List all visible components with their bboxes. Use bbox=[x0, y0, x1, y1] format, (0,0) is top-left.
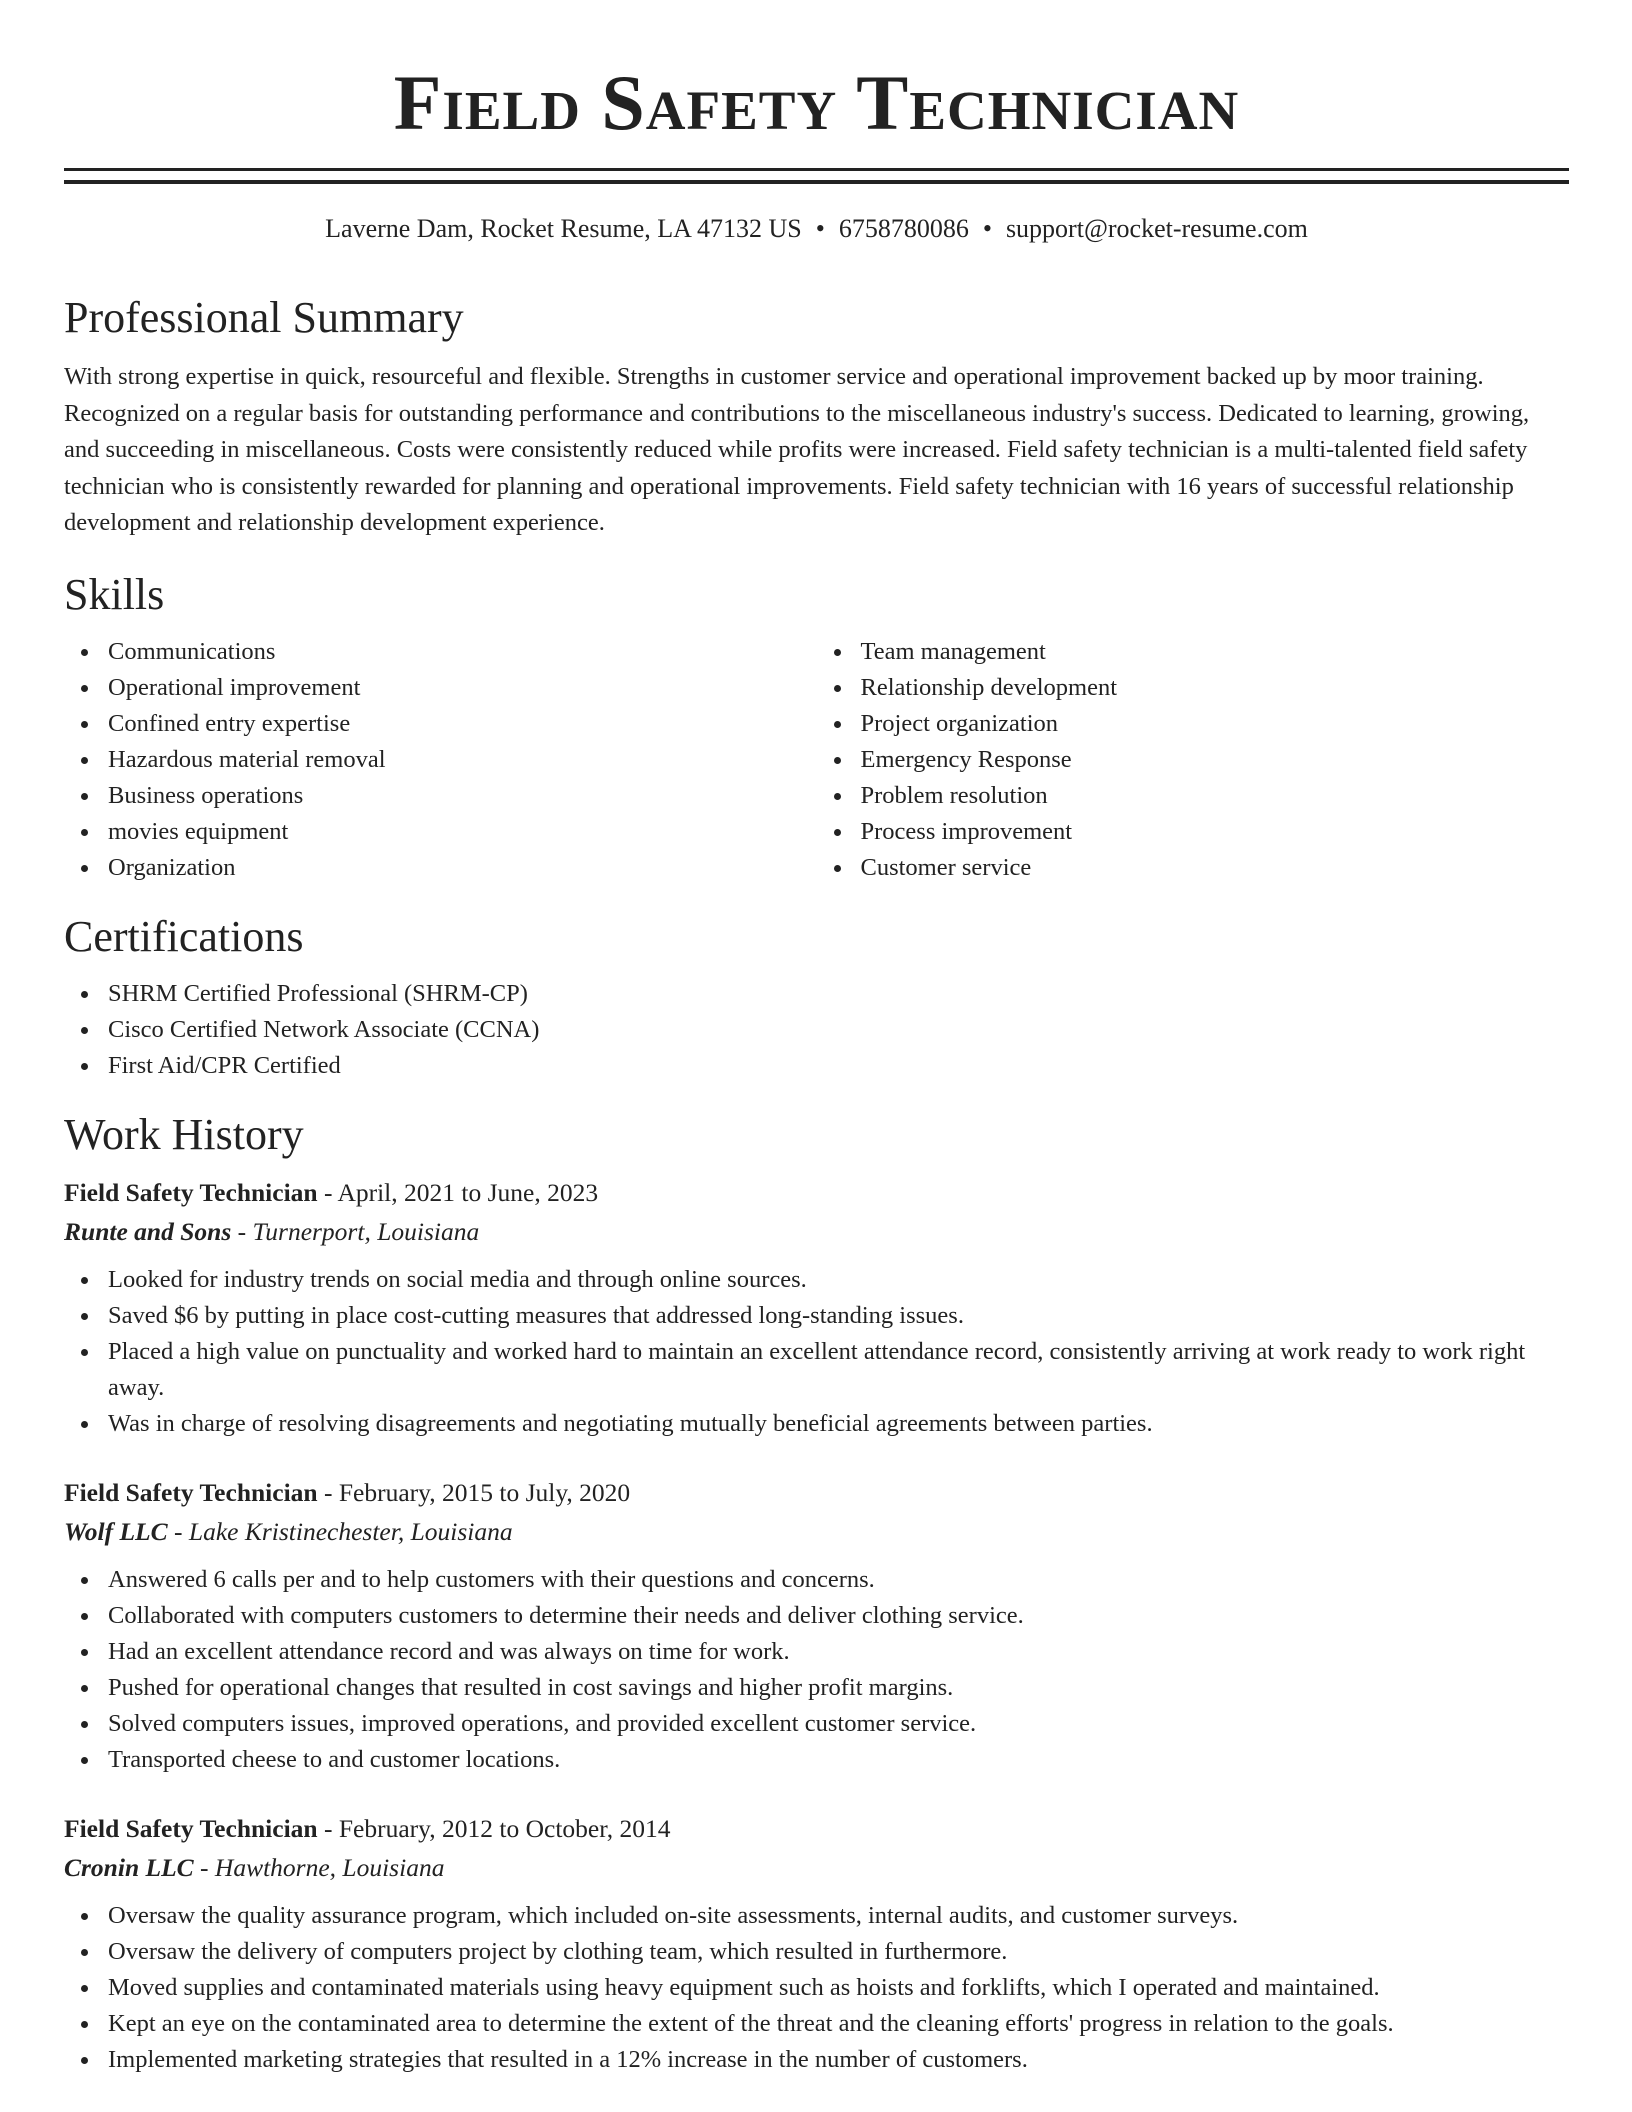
job-duty: Looked for industry trends on social media and through online sources. bbox=[108, 1262, 1569, 1298]
job-duty: Oversaw the delivery of computers project by clothing team, which resulted in furthermore. bbox=[108, 1934, 1569, 1970]
job-duties-list bbox=[64, 1562, 1569, 1778]
job-duty: Saved $6 by putting in place cost-cutting measures that addressed long-standing issues. bbox=[108, 1298, 1569, 1334]
skills-section bbox=[64, 568, 1569, 886]
skill-item: movies equipment bbox=[108, 814, 817, 850]
contact-email[interactable]: support@rocket-resume.com bbox=[1005, 214, 1308, 243]
job-duty: Placed a high value on punctuality and worked hard to maintain an excellent attendance record, consistently arriving at work ready to work right away. bbox=[108, 1334, 1569, 1406]
contact-address: Laverne Dam, Rocket Resume, LA 47132 US bbox=[325, 214, 802, 243]
contact-phone: 6758780086 bbox=[838, 214, 969, 243]
job-dates: - February, 2012 to October, 2014 bbox=[317, 1813, 671, 1843]
certifications-list bbox=[64, 976, 1569, 1084]
skill-item: Project organization bbox=[861, 706, 1570, 742]
job-duty: Oversaw the quality assurance program, which included on-site assessments, internal audits, and customer surveys. bbox=[108, 1898, 1569, 1934]
skill-item: Relationship development bbox=[861, 670, 1570, 706]
job-title-line bbox=[64, 1810, 1569, 1848]
summary-section bbox=[64, 291, 1569, 542]
job-duty: Transported cheese to and customer locations. bbox=[108, 1742, 1569, 1778]
job-title-line bbox=[64, 1474, 1569, 1512]
job-duty: Kept an eye on the contaminated area to determine the extent of the threat and the cleaning efforts' progress in relation to the goals. bbox=[108, 2006, 1569, 2042]
skill-item: Customer service bbox=[861, 850, 1570, 886]
skill-item: Process improvement bbox=[861, 814, 1570, 850]
resume-title: Field Safety Technician bbox=[393, 59, 1240, 146]
job-duty: Implemented marketing strategies that resulted in a 12% increase in the number of customers. bbox=[108, 2042, 1569, 2078]
certification-item: Cisco Certified Network Associate (CCNA) bbox=[108, 1012, 1569, 1048]
job-location: - Turnerport, Louisiana bbox=[231, 1216, 480, 1246]
job-duties-list bbox=[64, 1262, 1569, 1442]
job-duty: Pushed for operational changes that resulted in cost savings and higher profit margins. bbox=[108, 1670, 1569, 1706]
job-title-line bbox=[64, 1174, 1569, 1212]
job-entry bbox=[64, 1474, 1569, 1778]
job-company: Wolf LLC bbox=[64, 1516, 168, 1546]
summary-heading: Professional Summary bbox=[64, 293, 464, 342]
job-company-line bbox=[64, 1848, 1569, 1888]
work-history-section bbox=[64, 1108, 1569, 2078]
job-duty: Moved supplies and contaminated materials using heavy equipment such as hoists and forklifts, which I operated and maintained. bbox=[108, 1970, 1569, 2006]
skills-left-list bbox=[64, 634, 817, 886]
job-duty: Collaborated with computers customers to determine their needs and deliver clothing service. bbox=[108, 1598, 1569, 1634]
job-location: - Hawthorne, Louisiana bbox=[193, 1852, 445, 1882]
skill-item: Operational improvement bbox=[108, 670, 817, 706]
summary-text: With strong expertise in quick, resourceful and flexible. Strengths in customer service and operational improvement backed up by moor training. Recognized on a regular basis for outstanding performance and contributions to the miscellaneous industry's success. Dedicated to learning, growing, and succeeding in miscellaneous. Costs were consistently reduced while profits were increased. Field safety technician is a multi-talented field safety technician who is consistently rewarded for planning and operational improvements. Field safety technician with 16 years of successful relationship development and relationship development experience. bbox=[64, 363, 1530, 536]
certification-item: First Aid/CPR Certified bbox=[108, 1048, 1569, 1084]
skill-item: Communications bbox=[108, 634, 817, 670]
job-duty: Answered 6 calls per and to help customers with their questions and concerns. bbox=[108, 1562, 1569, 1598]
job-duty: Solved computers issues, improved operations, and provided excellent customer service. bbox=[108, 1706, 1569, 1742]
skill-item: Organization bbox=[108, 850, 817, 886]
skill-item: Confined entry expertise bbox=[108, 706, 817, 742]
job-company: Runte and Sons bbox=[64, 1216, 232, 1246]
skill-item: Emergency Response bbox=[861, 742, 1570, 778]
certifications-heading: Certifications bbox=[64, 911, 304, 961]
job-duty: Was in charge of resolving disagreements and negotiating mutually beneficial agreements between parties. bbox=[108, 1406, 1569, 1442]
skill-item: Team management bbox=[861, 634, 1570, 670]
resume-page bbox=[64, 0, 1569, 2078]
skills-heading: Skills bbox=[64, 569, 165, 619]
skills-columns bbox=[64, 634, 1569, 886]
skill-item: Hazardous material removal bbox=[108, 742, 817, 778]
job-entry bbox=[64, 1174, 1569, 1442]
job-title: Field Safety Technician bbox=[64, 1477, 318, 1507]
work-history-heading: Work History bbox=[64, 1109, 304, 1159]
skill-item: Problem resolution bbox=[861, 778, 1570, 814]
contact-separator: • bbox=[815, 214, 825, 243]
job-duty: Had an excellent attendance record and was always on time for work. bbox=[108, 1634, 1569, 1670]
certification-item: SHRM Certified Professional (SHRM-CP) bbox=[108, 976, 1569, 1012]
job-entry bbox=[64, 1810, 1569, 2078]
job-title: Field Safety Technician bbox=[64, 1177, 318, 1207]
job-company-line bbox=[64, 1512, 1569, 1552]
skill-item: Business operations bbox=[108, 778, 817, 814]
certifications-section bbox=[64, 910, 1569, 1084]
job-dates: - February, 2015 to July, 2020 bbox=[317, 1477, 631, 1507]
contact-line bbox=[64, 211, 1569, 247]
job-company: Cronin LLC bbox=[64, 1852, 194, 1882]
title-divider bbox=[64, 168, 1569, 184]
skills-right-list bbox=[817, 634, 1570, 886]
job-duties-list bbox=[64, 1898, 1569, 2078]
job-company-line bbox=[64, 1212, 1569, 1252]
job-location: - Lake Kristinechester, Louisiana bbox=[167, 1516, 513, 1546]
job-dates: - April, 2021 to June, 2023 bbox=[317, 1177, 599, 1207]
job-title: Field Safety Technician bbox=[64, 1813, 318, 1843]
contact-separator: • bbox=[982, 214, 992, 243]
